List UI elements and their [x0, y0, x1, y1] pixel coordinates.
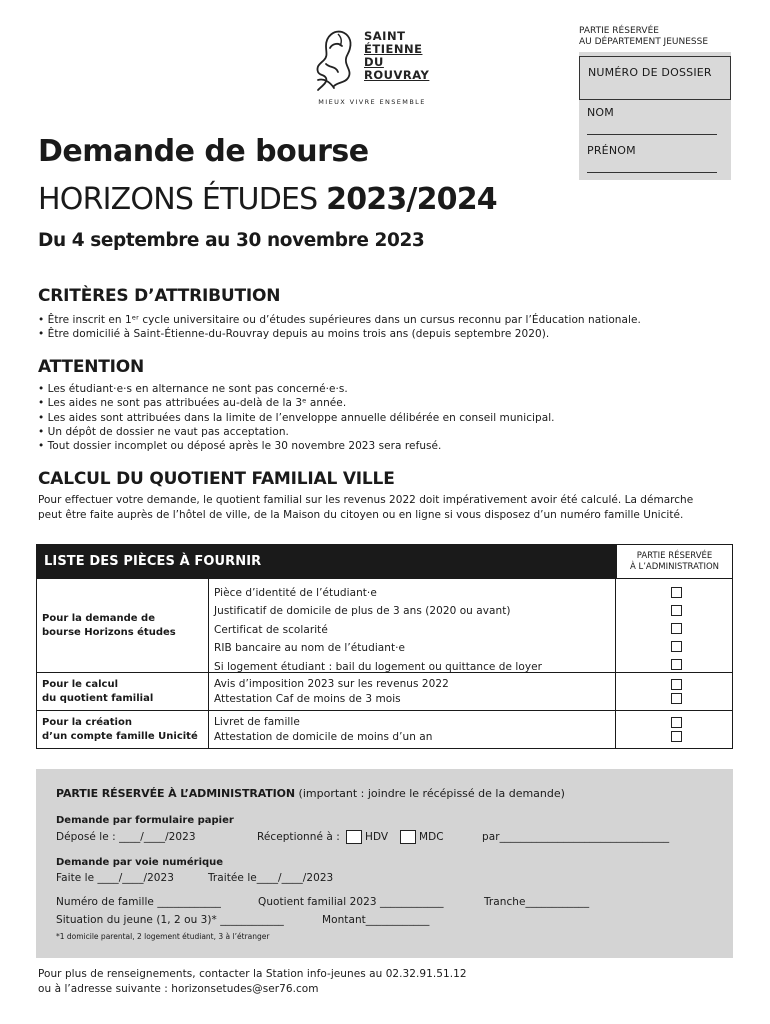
- mdc-checkbox[interactable]: [400, 830, 416, 844]
- logo-line: ÉTIENNE: [364, 42, 423, 56]
- table-title: LISTE DES PIÈCES À FOURNIR: [44, 554, 262, 569]
- dossier-number-field[interactable]: [579, 56, 731, 100]
- dossier-number-label: NUMÉRO DE DOSSIER: [588, 66, 712, 79]
- criteria-list: [38, 313, 641, 342]
- checkbox[interactable]: [671, 605, 682, 616]
- page-title: Demande de bourse: [38, 134, 369, 169]
- list-item: • Les aides sont attribuées dans la limite de l’enveloppe annuelle délibérée en conseil municipal.: [38, 411, 555, 424]
- documents-table: [36, 544, 733, 749]
- checkbox[interactable]: [671, 623, 682, 634]
- row-label-line: du quotient familial: [42, 692, 154, 704]
- row-label-line: Pour le calcul: [42, 678, 119, 690]
- table-row: [36, 711, 733, 749]
- row-label: [37, 673, 209, 710]
- made-date-field[interactable]: Faite le ____/____/2023: [56, 872, 175, 884]
- footer-line: ou à l’adresse suivante : horizonsetudes@ser76.com: [38, 983, 319, 995]
- row-label-line: Pour la demande de: [42, 612, 155, 624]
- paragraph-line: peut être faite auprès de l’hôtel de ville, de la Maison du citoyen ou en ligne si vous disposez d’un numéro famille Unicité.: [38, 509, 684, 521]
- department-title-line: AU DÉPARTEMENT JEUNESSE: [579, 37, 709, 47]
- admin-title-bold: PARTIE RÉSERVÉE À L’ADMINISTRATION: [56, 787, 296, 800]
- logo-line: SAINT: [364, 29, 406, 43]
- received-at-label: Réceptionné à :: [257, 831, 340, 843]
- row-label-line: d’un compte famille Unicité: [42, 730, 198, 742]
- admin-title-note: (important : joindre le récépissé de la demande): [295, 787, 565, 800]
- department-reserved-title: [579, 26, 708, 48]
- list-item: • Être inscrit en 1ᵉʳ cycle universitaire ou d’études supérieures dans un cursus reconnu par l’Éducation nationale.: [38, 314, 641, 326]
- list-item: • Un dépôt de dossier ne vaut pas acceptation.: [38, 425, 289, 438]
- table-header: [36, 544, 733, 579]
- logo-wordmark: [364, 30, 429, 82]
- row-items: [214, 584, 614, 676]
- document-item: Si logement étudiant : bail du logement ou quittance de loyer: [214, 660, 543, 673]
- table-row: [36, 579, 733, 673]
- family-quotient-field[interactable]: Quotient familial 2023 ____________: [258, 896, 444, 908]
- prenom-line[interactable]: [587, 172, 717, 173]
- document-item: Pièce d’identité de l’étudiant·e: [214, 587, 377, 599]
- marianne-icon: [312, 28, 360, 92]
- checkbox[interactable]: [671, 693, 682, 704]
- nom-label: NOM: [587, 106, 614, 119]
- table-admin-column-header: [616, 544, 733, 579]
- row-items: [214, 677, 614, 706]
- application-dates: Du 4 septembre au 30 novembre 2023: [38, 230, 425, 251]
- paragraph-line: Pour effectuer votre demande, le quotient familial sur les revenus 2022 doit impérativement avoir été calculé. La démarche: [38, 494, 694, 506]
- hdv-checkbox[interactable]: [346, 830, 362, 844]
- logo-slogan: MIEUX VIVRE ENSEMBLE: [318, 98, 426, 106]
- department-reserved-box: [579, 52, 731, 180]
- amount-field[interactable]: Montant____________: [322, 914, 430, 926]
- situation-field[interactable]: Situation du jeune (1, 2 ou 3)* ____________: [56, 914, 284, 926]
- row-checkboxes: [615, 673, 732, 710]
- list-item: • Les étudiant·e·s en alternance ne sont pas concerné·e·s.: [38, 383, 348, 395]
- checkbox[interactable]: [671, 659, 682, 670]
- row-items: [214, 715, 614, 744]
- subtitle-regular: HORIZONS ÉTUDES: [38, 182, 327, 217]
- row-label-line: Pour la création: [42, 716, 132, 728]
- attention-list: [38, 382, 555, 453]
- subtitle-year: 2023/2024: [326, 182, 497, 217]
- quotient-heading: CALCUL DU QUOTIENT FAMILIAL VILLE: [38, 469, 395, 489]
- document-item: RIB bancaire au nom de l’étudiant·e: [214, 642, 406, 655]
- criteria-heading: CRITÈRES D’ATTRIBUTION: [38, 286, 281, 306]
- processed-date-field[interactable]: Traitée le____/____/2023: [208, 872, 334, 884]
- document-item: Attestation de domicile de moins d’un an: [214, 730, 433, 743]
- digital-request-heading: Demande par voie numérique: [56, 857, 224, 868]
- nom-line[interactable]: [587, 134, 717, 135]
- list-item: • Être domicilié à Saint-Étienne-du-Rouvray depuis au moins trois ans (depuis septembre 2020).: [38, 328, 550, 341]
- row-label: [37, 711, 209, 748]
- document-item: Attestation Caf de moins de 3 mois: [214, 692, 401, 705]
- footer-line: Pour plus de renseignements, contacter la Station info-jeunes au 02.32.91.51.12: [38, 968, 467, 980]
- admin-reserved-section: [36, 769, 733, 958]
- department-title-line: PARTIE RÉSERVÉE: [579, 26, 659, 36]
- document-item: Certificat de scolarité: [214, 623, 328, 636]
- row-checkboxes: [615, 711, 732, 748]
- document-item: Avis d’imposition 2023 sur les revenus 2022: [214, 678, 449, 690]
- city-logo: [312, 26, 432, 110]
- row-label-line: bourse Horizons études: [42, 626, 176, 638]
- admin-title: [56, 787, 565, 800]
- checkbox[interactable]: [671, 717, 682, 728]
- paper-request-heading: Demande par formulaire papier: [56, 815, 234, 826]
- checkbox[interactable]: [671, 587, 682, 598]
- deposit-date-field[interactable]: Déposé le : ____/____/2023: [56, 831, 196, 843]
- header-line: PARTIE RÉSERVÉE: [636, 551, 713, 561]
- table-row: [36, 673, 733, 711]
- header-line: À L’ADMINISTRATION: [629, 562, 720, 572]
- hdv-label: HDV: [365, 831, 389, 843]
- tranche-field[interactable]: Tranche____________: [484, 896, 590, 908]
- document-item: Justificatif de domicile de plus de 3 ans (2020 ou avant): [214, 605, 511, 618]
- checkbox[interactable]: [671, 679, 682, 690]
- list-item: • Les aides ne sont pas attribuées au-delà de la 3ᵉ année.: [38, 397, 347, 410]
- contact-footer: [38, 967, 467, 997]
- family-number-field[interactable]: Numéro de famille ____________: [56, 896, 221, 908]
- mdc-label: MDC: [419, 831, 444, 843]
- logo-line: DU: [364, 55, 384, 69]
- quotient-paragraph: [38, 493, 738, 523]
- row-checkboxes: [615, 579, 732, 672]
- prenom-label: PRÉNOM: [587, 144, 636, 157]
- checkbox[interactable]: [671, 731, 682, 742]
- logo-line: ROUVRAY: [364, 68, 430, 82]
- row-label: [37, 579, 209, 672]
- list-item: • Tout dossier incomplet ou déposé après le 30 novembre 2023 sera refusé.: [38, 440, 442, 453]
- received-by-field[interactable]: par________________________________: [482, 831, 670, 843]
- page-subtitle: [38, 182, 497, 217]
- document-item: Livret de famille: [214, 716, 300, 728]
- situation-footnote: *1 domicile parental, 2 logement étudiant, 3 à l’étranger: [56, 932, 270, 941]
- attention-heading: ATTENTION: [38, 357, 145, 377]
- checkbox[interactable]: [671, 641, 682, 652]
